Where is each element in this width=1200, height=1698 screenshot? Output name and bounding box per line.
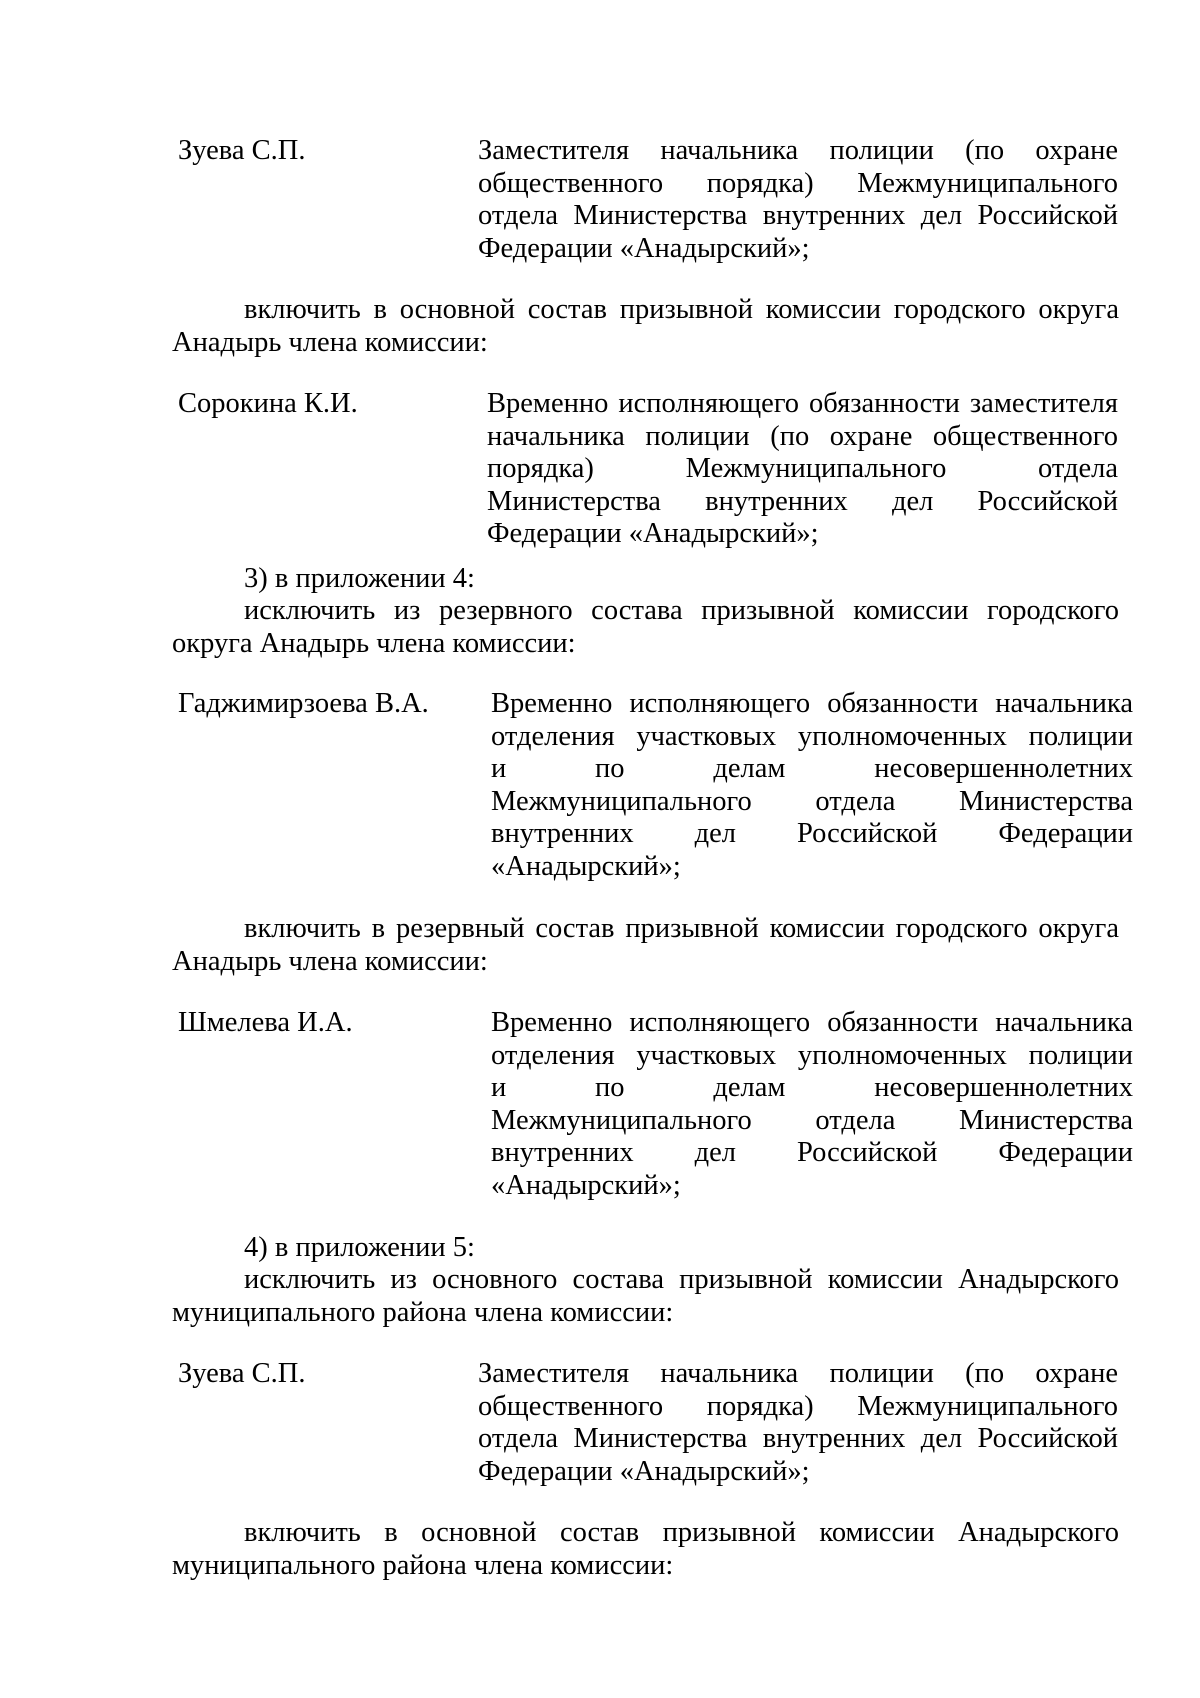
instruction-paragraph — [172, 913, 1119, 978]
paragraph-line: округа Анадырь члена комиссии: — [172, 627, 576, 659]
member-name: Зуева С.П. — [178, 1358, 306, 1389]
member-name: Гаджимирзоева В.А. — [178, 688, 429, 719]
position-line: Министерства внутренних дел Российской — [487, 485, 1118, 517]
position-line: и по делам несовершеннолетних — [491, 753, 1133, 784]
instruction-paragraph — [172, 595, 1119, 660]
position-line: внутренних дел Российской Федерации — [491, 818, 1133, 849]
position-line: отделения участковых уполномоченных полиции — [491, 1039, 1133, 1071]
paragraph-line: включить в основной состав призывной комиссии Анадырского — [244, 1517, 1119, 1548]
position-line: начальника полиции (по охране общественного — [487, 420, 1118, 452]
member-position — [491, 688, 1133, 883]
position-line: порядка) Межмуниципального отдела — [487, 453, 1118, 484]
instruction-paragraph — [172, 1264, 1119, 1329]
position-line: общественного порядка) Межмуниципального — [478, 1390, 1118, 1422]
paragraph-line: 3) в приложении 4: — [244, 563, 475, 594]
position-line: Временно исполняющего обязанности начальника — [491, 688, 1133, 719]
position-line: и по делам несовершеннолетних — [491, 1072, 1133, 1103]
paragraph-line: муниципального района члена комиссии: — [172, 1549, 674, 1581]
position-line: Межмуниципального отдела Министерства — [491, 785, 1133, 817]
section-heading — [172, 1232, 1119, 1265]
paragraph-line: муниципального района члена комиссии: — [172, 1296, 674, 1328]
position-line: отдела Министерства внутренних дел Российской — [478, 200, 1118, 231]
position-line: Федерации «Анадырский»; — [487, 518, 819, 549]
position-line: отделения участковых уполномоченных полиции — [491, 720, 1133, 752]
member-name: Сорокина К.И. — [178, 388, 358, 419]
member-position — [487, 388, 1118, 551]
section-heading — [172, 563, 1119, 596]
position-line: Федерации «Анадырский»; — [478, 232, 810, 264]
member-position — [478, 135, 1118, 265]
position-line: Заместителя начальника полиции (по охране — [478, 135, 1118, 166]
position-line: отдела Министерства внутренних дел Российской — [478, 1423, 1118, 1454]
position-line: Межмуниципального отдела Министерства — [491, 1104, 1133, 1136]
paragraph-line: Анадырь члена комиссии: — [172, 326, 488, 358]
paragraph-line: исключить из резервного состава призывной комиссии городского — [244, 595, 1119, 626]
position-line: внутренних дел Российской Федерации — [491, 1137, 1133, 1168]
paragraph-line: включить в резервный состав призывной комиссии городского округа — [244, 913, 1119, 944]
position-line: «Анадырский»; — [491, 850, 681, 882]
position-line: Заместителя начальника полиции (по охране — [478, 1358, 1118, 1389]
member-name: Шмелева И.А. — [178, 1007, 353, 1038]
member-position — [491, 1007, 1133, 1202]
member-position — [478, 1358, 1118, 1488]
position-line: общественного порядка) Межмуниципального — [478, 167, 1118, 199]
paragraph-line: исключить из основного состава призывной комиссии Анадырского — [244, 1264, 1119, 1295]
position-line: Временно исполняющего обязанности начальника — [491, 1007, 1133, 1038]
instruction-paragraph — [172, 1517, 1119, 1582]
position-line: «Анадырский»; — [491, 1169, 681, 1201]
position-line: Временно исполняющего обязанности заместителя — [487, 388, 1118, 419]
paragraph-line: включить в основной состав призывной комиссии городского округа — [244, 294, 1119, 325]
paragraph-line: 4) в приложении 5: — [244, 1232, 475, 1263]
paragraph-line: Анадырь члена комиссии: — [172, 945, 488, 977]
member-name: Зуева С.П. — [178, 135, 306, 166]
position-line: Федерации «Анадырский»; — [478, 1455, 810, 1487]
instruction-paragraph — [172, 294, 1119, 359]
